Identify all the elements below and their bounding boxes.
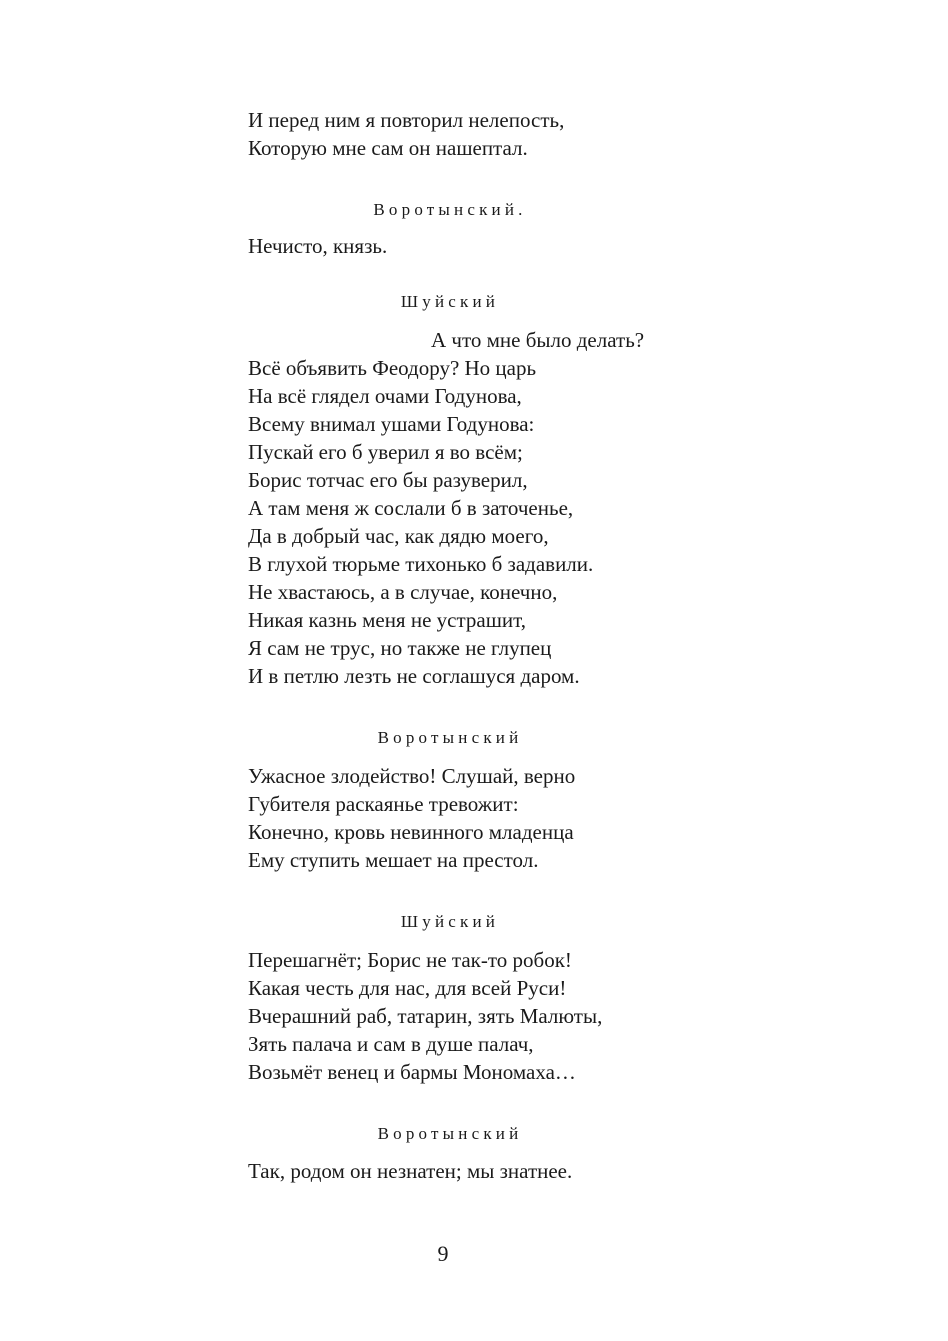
verse-line: Губителя раскаянье тревожит: — [248, 792, 519, 816]
verse-line: Ему ступить мешает на престол. — [248, 848, 539, 872]
verse-line: Возьмёт венец и бармы Мономаха… — [248, 1060, 576, 1084]
verse-line: А там меня ж сослали б в заточенье, — [248, 496, 574, 520]
verse-line: Всё объявить Феодору? Но царь — [248, 356, 537, 380]
verse-line: Конечно, кровь невинного младенца — [248, 820, 574, 844]
verse-line: Так, родом он незнатен; мы знатнее. — [248, 1159, 573, 1183]
verse-line: Я сам не трус, но также не глупец — [248, 636, 552, 660]
speaker-name: Шуйский — [400, 912, 500, 931]
speaker-name: Шуйский — [400, 292, 500, 311]
verse-line: Перешагнёт; Борис не так-то робок! — [248, 948, 572, 972]
verse-line: Какая честь для нас, для всей Руси! — [248, 976, 567, 1000]
verse-line: Никая казнь меня не устрашит, — [248, 608, 526, 632]
verse-line: Вчерашний раб, татарин, зять Малюты, — [248, 1004, 603, 1028]
verse-line: В глухой тюрьме тихонько б задавили. — [248, 552, 594, 576]
speaker-name: Воротынский. — [373, 200, 527, 219]
verse-line: Зять палача и сам в душе палач, — [248, 1032, 534, 1056]
verse-line: Борис тотчас его бы разуверил, — [248, 468, 528, 492]
verse-line: А что мне было делать? — [431, 328, 645, 352]
verse-line: Да в добрый час, как дядю моего, — [248, 524, 549, 548]
speaker-name: Воротынский — [377, 1124, 523, 1143]
verse-line: Нечисто, князь. — [248, 234, 388, 258]
verse-line: Ужасное злодейство! Слушай, верно — [248, 764, 576, 788]
verse-line: Всему внимал ушами Годунова: — [248, 412, 535, 436]
page-number: 9 — [437, 1241, 449, 1266]
verse-line: Которую мне сам он нашептал. — [248, 136, 528, 160]
verse-line: Не хвастаюсь, а в случае, конечно, — [248, 580, 558, 604]
verse-line: На всё глядел очами Годунова, — [248, 384, 522, 408]
verse-line: Пускай его б уверил я во всём; — [248, 440, 523, 464]
verse-line: И перед ним я повторил нелепость, — [248, 108, 565, 132]
verse-line: И в петлю лезть не соглашуся даром. — [248, 664, 580, 688]
speaker-name: Воротынский — [377, 728, 523, 747]
